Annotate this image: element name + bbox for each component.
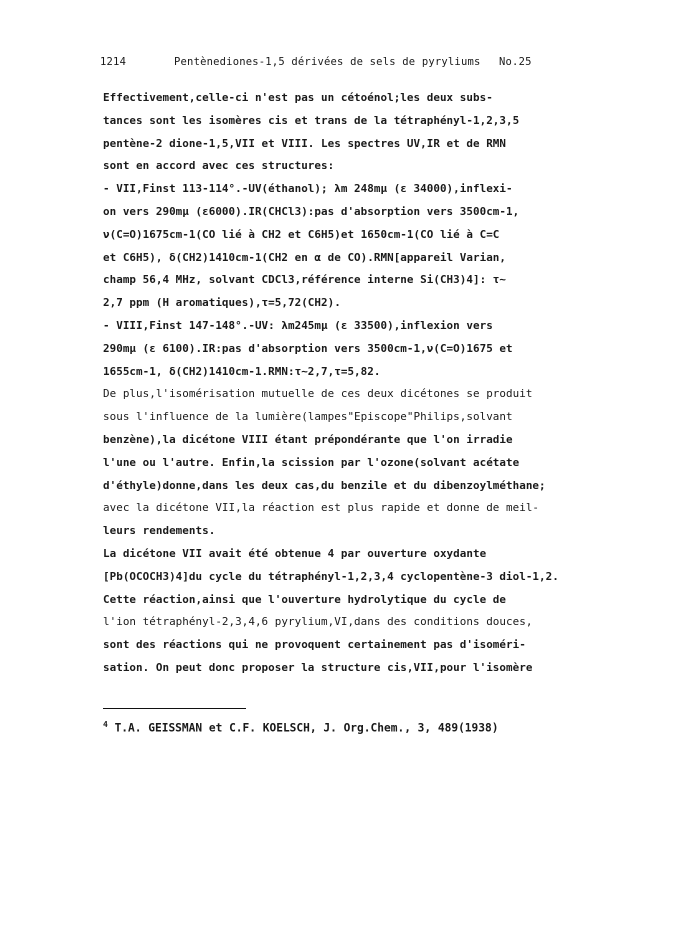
- text-line: Cette réaction,ainsi que l'ouverture hydrolytique du cycle de: [103, 592, 507, 606]
- text-line: avec la dicétone VII,la réaction est plus rapide et donne de meil-: [103, 501, 540, 515]
- footnote-marker: 4: [103, 720, 108, 729]
- text-line: sont des réactions qui ne provoquent certainement pas d'isoméri-: [103, 638, 526, 652]
- text-line: 290mμ (ε 6100).IR:pas d'absorption vers 3500cm-1,ν(C=O)1675 et: [103, 341, 513, 355]
- text-line: pentène-2 dione-1,5,VII et VIII. Les spectres UV,IR et de RMN: [103, 136, 507, 150]
- text-line: tances sont les isomères cis et trans de la tétraphényl-1,2,3,5: [103, 113, 520, 127]
- text-line: l'une ou l'autre. Enfin,la scission par l'ozone(solvant acétate: [103, 455, 520, 469]
- text-line: - VIII,Finst 147-148°.-UV: λm245mμ (ε 33500),inflexion vers: [103, 318, 493, 332]
- text-line: et C6H5), δ(CH2)1410cm-1(CH2 en α de CO).RMN[appareil Varian,: [103, 250, 507, 264]
- text-line: sous l'influence de la lumière(lampes"Episcope"Philips,solvant: [103, 410, 513, 424]
- running-title: Pentènediones-1,5 dérivées de sels de pyryliums: [174, 56, 481, 68]
- text-line: ν(C=O)1675cm-1(CO lié à CH2 et C6H5)et 1650cm-1(CO lié à C=C: [103, 227, 500, 241]
- page-number: 1214: [100, 56, 127, 68]
- footnote-divider: [103, 708, 246, 709]
- text-line: d'éthyle)donne,dans les deux cas,du benzile et du dibenzoylméthane;: [103, 478, 546, 492]
- text-line: - VII,Finst 113-114°.-UV(éthanol); λm 248mμ (ε 34000),inflexi-: [103, 182, 513, 196]
- text-line: [Pb(OCOCH3)4]du cycle du tétraphényl-1,2,3,4 cyclopentène-3 diol-1,2.: [103, 569, 559, 583]
- text-line: Effectivement,celle-ci n'est pas un cétoénol;les deux subs-: [103, 91, 493, 104]
- footnote: [103, 720, 498, 735]
- text-line: l'ion tétraphényl-2,3,4,6 pyrylium,VI,dans des conditions douces,: [103, 615, 533, 629]
- text-line: 1655cm-1, δ(CH2)1410cm-1.RMN:τ~2,7,τ=5,82.: [103, 364, 381, 378]
- text-line: sont en accord avec ces structures:: [103, 159, 335, 173]
- text-line: benzène),la dicétone VIII étant prépondérante que l'on irradie: [103, 432, 513, 446]
- text-line: champ 56,4 MHz, solvant CDCl3,référence interne Si(CH3)4]: τ~: [103, 273, 507, 287]
- issue-number: No.25: [499, 56, 532, 68]
- body-text: [103, 87, 573, 680]
- text-line: La dicétone VII avait été obtenue 4 par ouverture oxydante: [103, 546, 487, 560]
- footnote-text: T.A. GEISSMAN et C.F. KOELSCH, J. Org.Chem., 3, 489(1938): [107, 721, 499, 735]
- text-line: leurs rendements.: [103, 524, 216, 538]
- text-line: on vers 290mμ (ε6000).IR(CHCl3):pas d'absorption vers 3500cm-1,: [103, 204, 520, 218]
- text-line: sation. On peut donc proposer la structure cis,VII,pour l'isomère: [103, 660, 533, 674]
- text-line: 2,7 ppm (H aromatiques),τ=5,72(CH2).: [103, 296, 341, 310]
- text-line: De plus,l'isomérisation mutuelle de ces deux dicétones se produit: [103, 387, 533, 401]
